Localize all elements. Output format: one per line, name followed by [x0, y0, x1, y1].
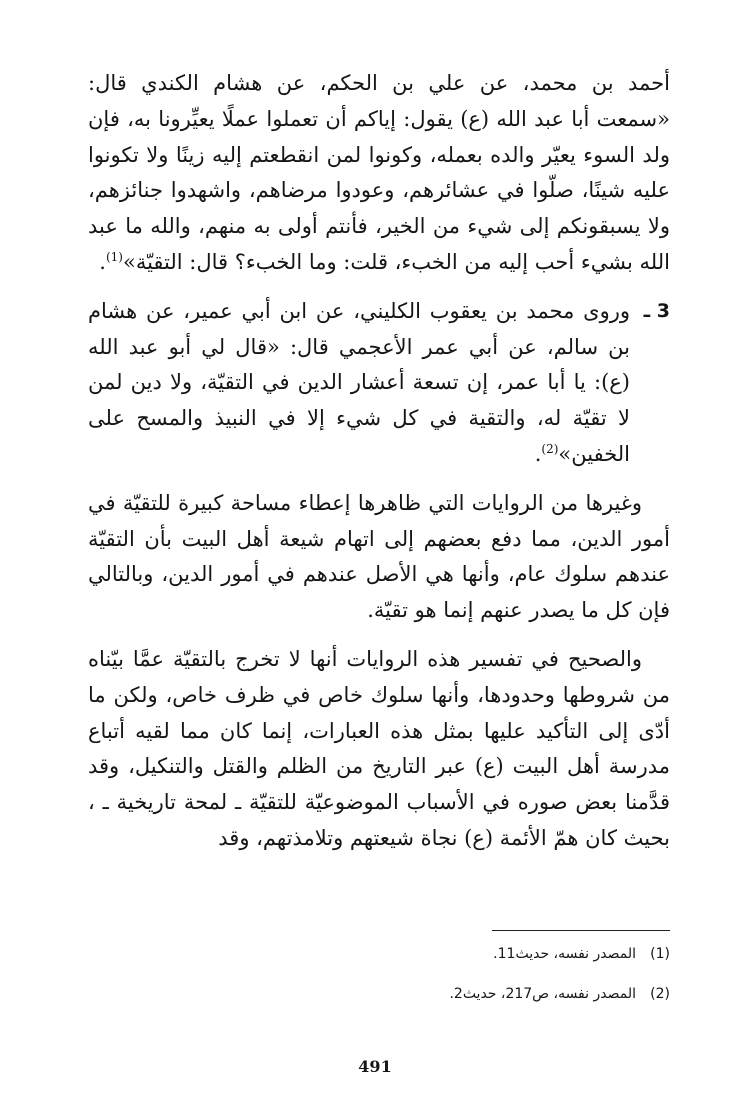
- footnote-text: المصدر نفسه، حديث11.: [493, 946, 636, 962]
- item-number: 3 ـ: [643, 299, 670, 322]
- paragraph-text: أحمد بن محمد، عن علي بن الحكم، عن هشام الكندي قال: «سمعت أبا عبد الله (ع) يقول: إياكم أن تعملوا عملًا يعيِّرونا به، فإن ولد السوء يعيّر والده بعمله، وكونوا لمن انقطعتم إليه زينًا ولا تكونوا عليه شينًا، صلّوا في عشائرهم، وعودوا مرضاهم، واشهدوا جنائزهم، ولا يسبقونكم إلى شيء من الخير، فأنتم أولى به منهم، والله ما عبد الله بشيء أحب إليه من الخبء، قلت: وما الخبء؟ قال: التقيّة»: [88, 71, 670, 274]
- page-number: 491: [358, 1057, 392, 1076]
- footnote-reference: (2): [541, 441, 559, 456]
- footnote-divider: [492, 930, 670, 931]
- footnote-1: [88, 946, 670, 966]
- paragraph-text: وروى محمد بن يعقوب الكليني، عن ابن أبي عمير، عن هشام بن سالم، عن أبي عمر الأعجمي قال: «قال لي أبو عبد الله (ع): يا أبا عمر، إن تسعة أعشار الدين في التقيّة، ولا دين لمن لا تقيّة له، والتقية في كل شيء إلا في النبيذ والمسح على الخفين»: [88, 298, 630, 466]
- footnotes: [88, 946, 670, 1026]
- main-text: [88, 66, 670, 857]
- footnote-2: [88, 986, 670, 1006]
- paragraph-hadith-continuation: [88, 66, 670, 281]
- footnote-text: المصدر نفسه، ص217، حديث2.: [449, 986, 636, 1002]
- paragraph-other-narrations: وغيرها من الروايات التي ظاهرها إعطاء مساحة كبيرة للتقيّة في أمور الدين، مما دفع بعضهم إلى اتهام شيعة أهل البيت بأن التقيّة عندهم سلوك عام، وأنها هي الأصل عندهم في أمور الدين، وبالتالي فإن كل ما يصدر عنهم إنما هو تقيّة.: [88, 490, 670, 623]
- paragraph-numbered-3: [88, 294, 670, 473]
- footnote-number: (1): [650, 946, 670, 962]
- paragraph-end-mark: .: [534, 441, 542, 466]
- footnote-reference: (1): [105, 249, 123, 264]
- paragraph-end-mark: .: [99, 249, 106, 274]
- paragraph-interpretation: والصحيح في تفسير هذه الروايات أنها لا تخرج بالتقيّة عمَّا بيّناه من شروطها وحدودها، وأنها سلوك خاص في ظرف خاص، ولكن ما أدّى إلى التأكيد عليها بمثل هذه العبارات، إنما كان مما لقيه أتباع مدرسة أهل البيت (ع) عبر التاريخ من الظلم والقتل والتنكيل، وقد قدَّمنا بعض صوره في الأسباب الموضوعيّة للتقيّة ـ لمحة تاريخية ـ ، بحيث كان همّ الأئمة (ع) نجاة شيعتهم وتلامذتهم، وقد: [88, 646, 670, 850]
- footnote-number: (2): [650, 986, 670, 1002]
